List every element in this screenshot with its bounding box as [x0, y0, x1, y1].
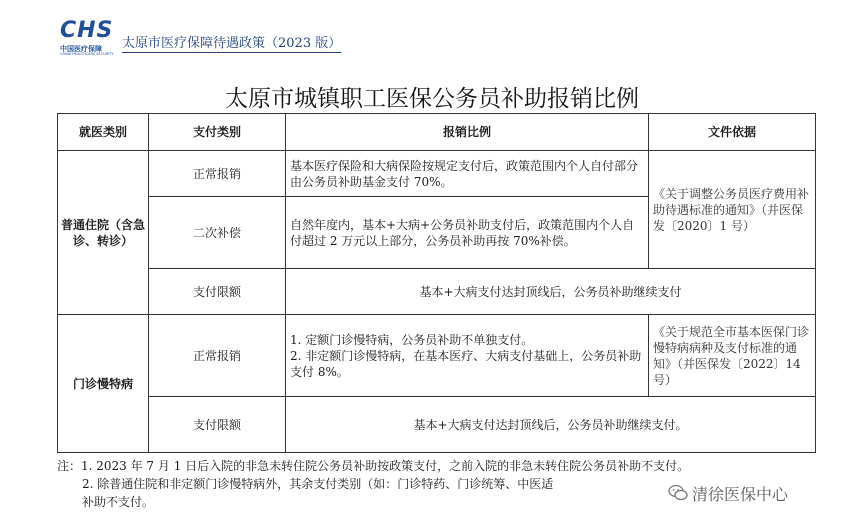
- basis-text: 《关于规范全市基本医保门诊慢特病病种及支付标准的通知》（并医保发〔2022〕14 号）: [649, 315, 816, 397]
- table-row: [58, 151, 816, 197]
- payment-type: 正常报销: [149, 151, 286, 197]
- watermark-text: 清徐医保中心: [692, 485, 789, 504]
- watermark: [668, 482, 858, 506]
- logo-text: CHS: [60, 18, 114, 43]
- table-row: [58, 269, 816, 315]
- table-row: [58, 397, 816, 453]
- col-header-basis: 文件依据: [649, 114, 816, 151]
- note-2: 2. 除普通住院和非定额门诊慢特病外，其余支付类别（如：门诊特药、门诊统筹、中医适: [82, 477, 554, 491]
- ratio-item: 2. 非定额门诊慢特病，在基本医疗、大病支付基础上，公务员补助支付 8%。: [290, 348, 642, 379]
- col-header-visit-type: 就医类别: [58, 114, 149, 151]
- basis-text: 《关于调整公务员医疗费用补助待遇标准的通知》（并医保发〔2020〕1 号）: [649, 151, 816, 269]
- page-header: [60, 14, 380, 58]
- ratio-text: 基本+大病支付达封顶线后，公务员补助继续支付: [286, 269, 816, 315]
- ratio-text: 基本医疗保险和大病保险按规定支付后，政策范围内个人自付部分由公务员补助基金支付 70%。: [286, 151, 649, 197]
- logo-cn-text: 中国医疗保障: [60, 45, 102, 53]
- payment-type: 正常报销: [149, 315, 286, 397]
- ratio-item: 1. 定额门诊慢特病，公务员补助不单独支付。: [290, 332, 534, 347]
- payment-type: 支付限额: [149, 269, 286, 315]
- wechat-icon: [668, 484, 688, 502]
- payment-type: 支付限额: [149, 397, 286, 453]
- table-header-row: [58, 114, 816, 151]
- col-header-payment-type: 支付类别: [149, 114, 286, 151]
- note-3: 补助不支付。: [82, 495, 155, 509]
- category-outpatient-chronic: 门诊慢特病: [58, 315, 149, 453]
- ratio-text: [286, 315, 649, 397]
- page-title: 太原市城镇职工医保公务员补助报销比例: [225, 86, 639, 112]
- payment-type: 二次补偿: [149, 197, 286, 269]
- logo-en-text: CHINA HEALTHCARE SECURITY: [60, 52, 114, 56]
- ratio-text: 基本+大病支付达封顶线后，公务员补助继续支付。: [286, 397, 816, 453]
- category-inpatient: 普通住院（含急诊、转诊）: [58, 151, 149, 315]
- note-1: 注：1. 2023 年 7 月 1 日后入院的非急未转住院公务员补助按政策支付，之前入院的非急未转住院公务员补助不支付。: [57, 459, 690, 473]
- ratio-text: 自然年度内，基本+大病+公务员补助支付后，政策范围内个人自付超过 2 万元以上部分，公务员补助再按 70%补偿。: [286, 197, 649, 269]
- chs-logo: [60, 18, 120, 56]
- col-header-ratio: 报销比例: [286, 114, 649, 151]
- reimbursement-table: [57, 113, 816, 453]
- header-title: 太原市医疗保障待遇政策（2023 版）: [122, 32, 341, 53]
- table-row: [58, 315, 816, 397]
